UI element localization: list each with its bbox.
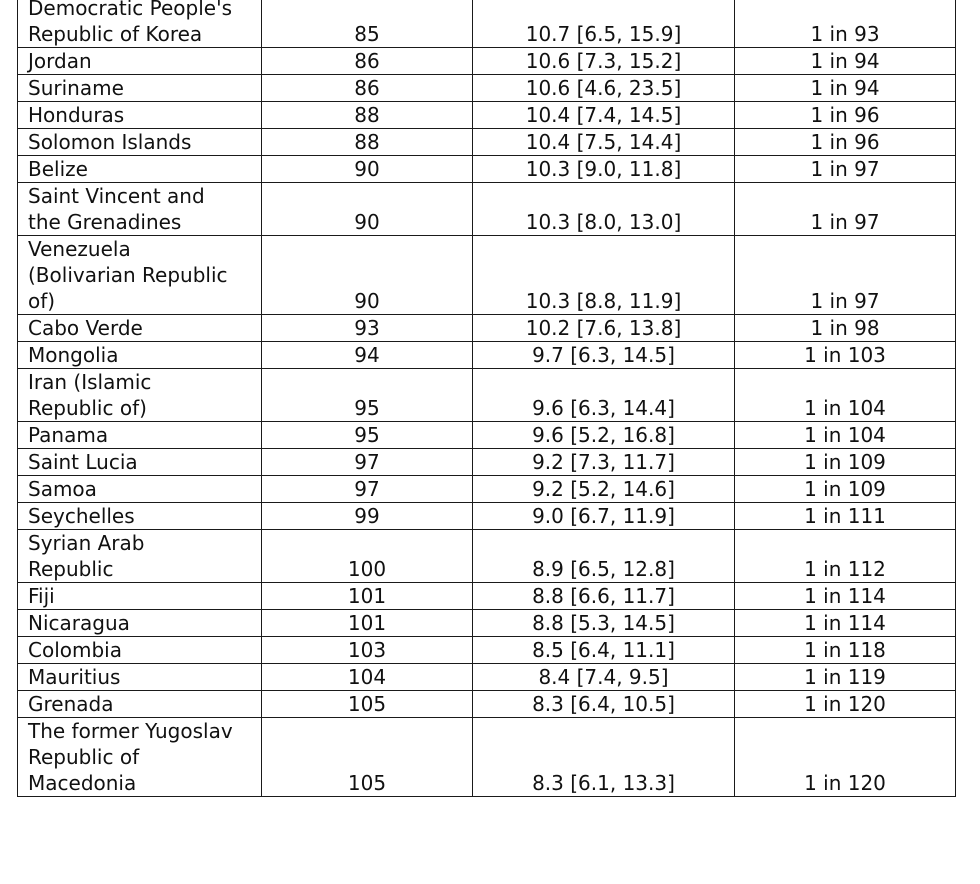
country-name-line: Honduras bbox=[28, 103, 125, 127]
country-name-line: Mongolia bbox=[28, 343, 119, 367]
rank-cell: 90 bbox=[262, 183, 473, 236]
rate-cell: 10.3 [8.0, 13.0] bbox=[473, 183, 735, 236]
table-row bbox=[18, 315, 956, 342]
rank-cell: 100 bbox=[262, 530, 473, 583]
country-name-line: of) bbox=[28, 289, 56, 313]
risk-cell: 1 in 118 bbox=[735, 637, 956, 664]
country-name-line: Jordan bbox=[28, 49, 92, 73]
country-name-line: Democratic People's bbox=[28, 0, 233, 20]
risk-cell: 1 in 94 bbox=[735, 75, 956, 102]
country-cell bbox=[18, 530, 262, 583]
country-name-line: Belize bbox=[28, 157, 88, 181]
rank-cell: 105 bbox=[262, 718, 473, 797]
country-name-line: Grenada bbox=[28, 692, 114, 716]
country-name-line: the Grenadines bbox=[28, 210, 182, 234]
rank-cell: 93 bbox=[262, 315, 473, 342]
table-row bbox=[18, 530, 956, 583]
rate-cell: 10.4 [7.4, 14.5] bbox=[473, 102, 735, 129]
rate-cell: 8.3 [6.4, 10.5] bbox=[473, 691, 735, 718]
rank-cell: 105 bbox=[262, 691, 473, 718]
country-cell bbox=[18, 48, 262, 75]
country-name-line: Cabo Verde bbox=[28, 316, 143, 340]
country-cell bbox=[18, 129, 262, 156]
country-cell bbox=[18, 183, 262, 236]
risk-cell: 1 in 114 bbox=[735, 583, 956, 610]
rate-cell: 10.7 [6.5, 15.9] bbox=[473, 0, 735, 48]
rank-cell: 88 bbox=[262, 129, 473, 156]
country-cell bbox=[18, 102, 262, 129]
risk-cell: 1 in 97 bbox=[735, 236, 956, 315]
country-name-line: Iran (Islamic bbox=[28, 370, 152, 394]
rank-cell: 97 bbox=[262, 476, 473, 503]
risk-cell: 1 in 103 bbox=[735, 342, 956, 369]
rank-cell: 97 bbox=[262, 449, 473, 476]
rate-cell: 10.3 [8.8, 11.9] bbox=[473, 236, 735, 315]
risk-cell: 1 in 120 bbox=[735, 718, 956, 797]
country-cell bbox=[18, 422, 262, 449]
country-name-line: Seychelles bbox=[28, 504, 135, 528]
rank-cell: 95 bbox=[262, 422, 473, 449]
risk-cell: 1 in 114 bbox=[735, 610, 956, 637]
table-row bbox=[18, 637, 956, 664]
table-row bbox=[18, 183, 956, 236]
rank-cell: 94 bbox=[262, 342, 473, 369]
table-row bbox=[18, 156, 956, 183]
rate-cell: 8.3 [6.1, 13.3] bbox=[473, 718, 735, 797]
rate-cell: 8.8 [6.6, 11.7] bbox=[473, 583, 735, 610]
risk-cell: 1 in 97 bbox=[735, 183, 956, 236]
table-row bbox=[18, 664, 956, 691]
rate-cell: 10.3 [9.0, 11.8] bbox=[473, 156, 735, 183]
rate-cell: 10.2 [7.6, 13.8] bbox=[473, 315, 735, 342]
country-cell bbox=[18, 583, 262, 610]
table-row bbox=[18, 610, 956, 637]
rank-cell: 88 bbox=[262, 102, 473, 129]
country-name-line: Republic bbox=[28, 557, 114, 581]
country-cell bbox=[18, 664, 262, 691]
country-cell bbox=[18, 342, 262, 369]
country-name-line: Macedonia bbox=[28, 771, 137, 795]
country-name-line: The former Yugoslav bbox=[28, 719, 233, 743]
table-row bbox=[18, 236, 956, 315]
table-body bbox=[18, 0, 956, 797]
country-name-line: Solomon Islands bbox=[28, 130, 192, 154]
table-row bbox=[18, 503, 956, 530]
rank-cell: 86 bbox=[262, 48, 473, 75]
country-name-line: Republic of bbox=[28, 745, 140, 769]
country-cell bbox=[18, 236, 262, 315]
country-name-line: Panama bbox=[28, 423, 109, 447]
country-name-line: Nicaragua bbox=[28, 611, 130, 635]
rank-cell: 90 bbox=[262, 156, 473, 183]
country-name-line: Mauritius bbox=[28, 665, 121, 689]
rate-cell: 10.4 [7.5, 14.4] bbox=[473, 129, 735, 156]
country-name-line: Syrian Arab bbox=[28, 531, 145, 555]
rank-cell: 104 bbox=[262, 664, 473, 691]
table-row bbox=[18, 75, 956, 102]
risk-cell: 1 in 96 bbox=[735, 129, 956, 156]
risk-cell: 1 in 112 bbox=[735, 530, 956, 583]
risk-cell: 1 in 98 bbox=[735, 315, 956, 342]
country-cell bbox=[18, 0, 262, 48]
risk-cell: 1 in 97 bbox=[735, 156, 956, 183]
risk-cell: 1 in 109 bbox=[735, 476, 956, 503]
document-table-container bbox=[17, 0, 956, 797]
table-row bbox=[18, 48, 956, 75]
table-row bbox=[18, 342, 956, 369]
rate-cell: 10.6 [4.6, 23.5] bbox=[473, 75, 735, 102]
risk-cell: 1 in 109 bbox=[735, 449, 956, 476]
rate-cell: 9.2 [5.2, 14.6] bbox=[473, 476, 735, 503]
rank-cell: 103 bbox=[262, 637, 473, 664]
table-row bbox=[18, 102, 956, 129]
country-name-line: Fiji bbox=[28, 584, 55, 608]
rate-cell: 9.6 [5.2, 16.8] bbox=[473, 422, 735, 449]
country-name-line: Colombia bbox=[28, 638, 122, 662]
rate-cell: 8.9 [6.5, 12.8] bbox=[473, 530, 735, 583]
country-cell bbox=[18, 315, 262, 342]
table-row bbox=[18, 583, 956, 610]
country-name-line: Venezuela bbox=[28, 237, 131, 261]
rank-cell: 90 bbox=[262, 236, 473, 315]
risk-cell: 1 in 94 bbox=[735, 48, 956, 75]
country-cell bbox=[18, 369, 262, 422]
country-name-line: Samoa bbox=[28, 477, 97, 501]
rank-cell: 86 bbox=[262, 75, 473, 102]
rate-cell: 8.8 [5.3, 14.5] bbox=[473, 610, 735, 637]
risk-cell: 1 in 104 bbox=[735, 422, 956, 449]
risk-cell: 1 in 111 bbox=[735, 503, 956, 530]
country-cell bbox=[18, 637, 262, 664]
rate-cell: 10.6 [7.3, 15.2] bbox=[473, 48, 735, 75]
country-cell bbox=[18, 691, 262, 718]
rate-cell: 9.0 [6.7, 11.9] bbox=[473, 503, 735, 530]
table-row bbox=[18, 369, 956, 422]
table-row bbox=[18, 476, 956, 503]
risk-cell: 1 in 93 bbox=[735, 0, 956, 48]
risk-cell: 1 in 120 bbox=[735, 691, 956, 718]
rate-cell: 8.5 [6.4, 11.1] bbox=[473, 637, 735, 664]
country-name-line: Republic of Korea bbox=[28, 22, 203, 46]
risk-cell: 1 in 119 bbox=[735, 664, 956, 691]
risk-cell: 1 in 96 bbox=[735, 102, 956, 129]
country-name-line: (Bolivarian Republic bbox=[28, 263, 228, 287]
rank-cell: 99 bbox=[262, 503, 473, 530]
country-cell bbox=[18, 449, 262, 476]
rank-cell: 85 bbox=[262, 0, 473, 48]
table-row bbox=[18, 0, 956, 48]
country-name-line: Republic of) bbox=[28, 396, 147, 420]
country-cell bbox=[18, 610, 262, 637]
country-name-line: Saint Lucia bbox=[28, 450, 138, 474]
rate-cell: 9.7 [6.3, 14.5] bbox=[473, 342, 735, 369]
country-cell bbox=[18, 75, 262, 102]
risk-cell: 1 in 104 bbox=[735, 369, 956, 422]
table-row bbox=[18, 422, 956, 449]
table-row bbox=[18, 691, 956, 718]
country-name-line: Saint Vincent and bbox=[28, 184, 205, 208]
rate-cell: 9.2 [7.3, 11.7] bbox=[473, 449, 735, 476]
rank-cell: 95 bbox=[262, 369, 473, 422]
rate-cell: 9.6 [6.3, 14.4] bbox=[473, 369, 735, 422]
data-table bbox=[17, 0, 956, 797]
rank-cell: 101 bbox=[262, 583, 473, 610]
country-cell bbox=[18, 503, 262, 530]
rank-cell: 101 bbox=[262, 610, 473, 637]
table-row bbox=[18, 449, 956, 476]
country-name-line: Suriname bbox=[28, 76, 124, 100]
table-row bbox=[18, 129, 956, 156]
country-cell bbox=[18, 156, 262, 183]
country-cell bbox=[18, 476, 262, 503]
rate-cell: 8.4 [7.4, 9.5] bbox=[473, 664, 735, 691]
table-row bbox=[18, 718, 956, 797]
country-cell bbox=[18, 718, 262, 797]
